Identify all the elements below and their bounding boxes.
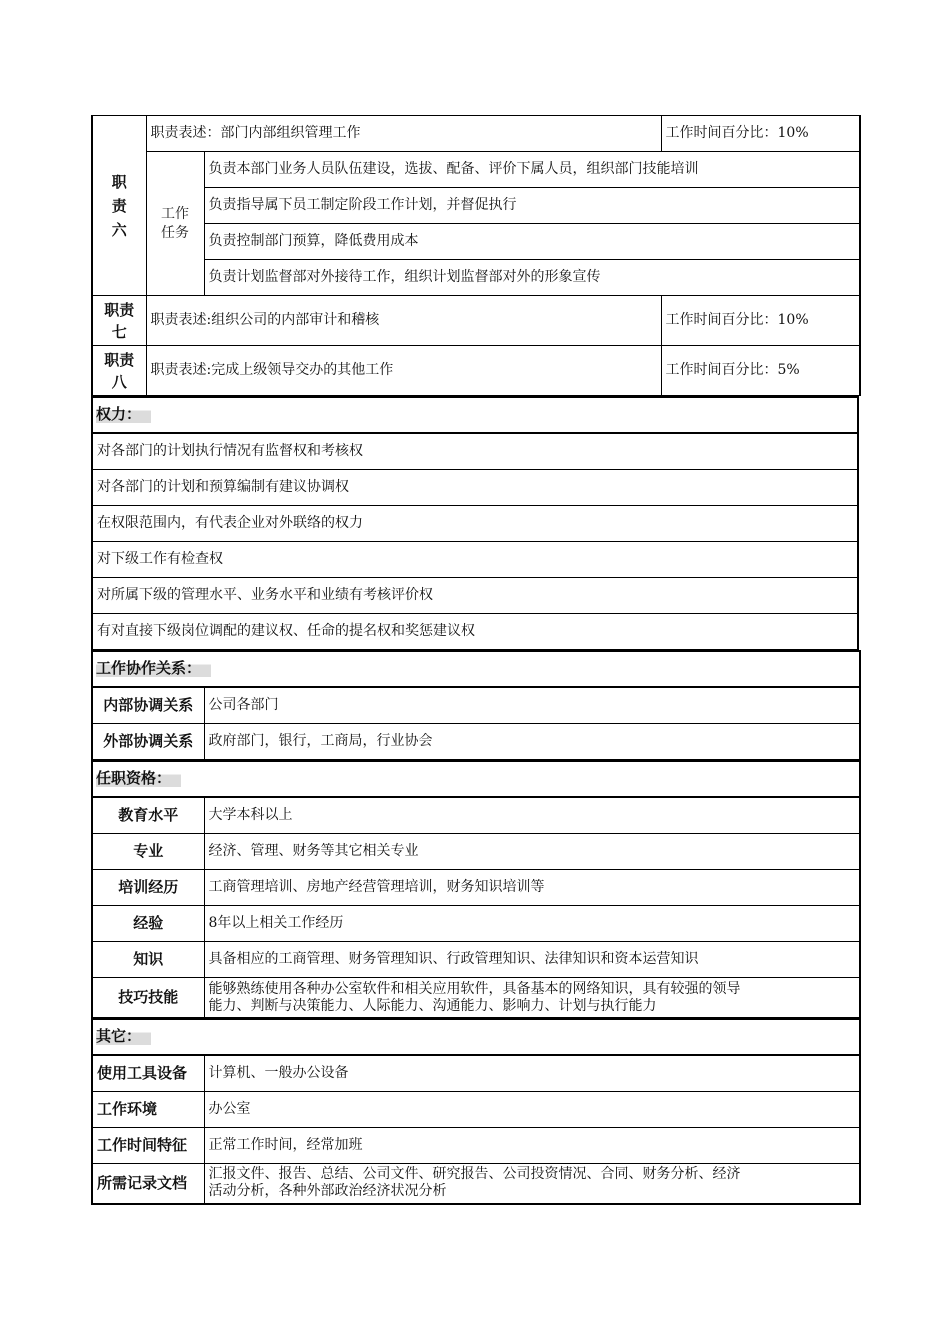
- power-item: 对所属下级的管理水平、业务水平和业绩有考核评价权: [92, 578, 858, 614]
- tools-label: 使用工具设备: [92, 1055, 204, 1092]
- duty-7-label: 职责 七: [92, 296, 146, 346]
- job-description-document: [91, 115, 859, 1205]
- other-section-header: [92, 1019, 860, 1055]
- environment-value: 办公室: [204, 1092, 860, 1128]
- duty-8-description: 职责表述:完成上级领导交办的其他工作: [146, 346, 661, 396]
- duty-6-label: 职 责 六: [92, 116, 146, 296]
- documents-value: 汇报文件、报告、总结、公司文件、研究报告、公司投资情况、合同、财务分析、经济 活动分析，各种外部政治经济状况分析: [204, 1164, 860, 1204]
- training-value: 工商管理培训、房地产经营管理培训，财务知识培训等: [204, 870, 860, 906]
- other-title: 其它：: [96, 1027, 151, 1045]
- duty-6-task-2: 负责指导属下员工制定阶段工作计划，并督促执行: [204, 188, 860, 224]
- duty-6-task-3: 负责控制部门预算，降低费用成本: [204, 224, 860, 260]
- qualification-title: 任职资格：: [96, 769, 181, 787]
- duty-6-task-label: 工作 任务: [146, 152, 204, 296]
- power-item: 有对直接下级岗位调配的建议权、任命的提名权和奖惩建议权: [92, 614, 858, 650]
- power-item: 对各部门的计划执行情况有监督权和考核权: [92, 433, 858, 470]
- education-value: 大学本科以上: [204, 797, 860, 834]
- training-label: 培训经历: [92, 870, 204, 906]
- environment-label: 工作环境: [92, 1092, 204, 1128]
- skills-value: 能够熟练使用各种办公室软件和相关应用软件，具备基本的网络知识，具有较强的领导 能力、判断与决策能力、人际能力、沟通能力、影响力、计划与执行能力: [204, 978, 860, 1018]
- qualification-section-header: [92, 761, 860, 797]
- cooperation-table: [91, 650, 861, 760]
- experience-value: 8年以上相关工作经历: [204, 906, 860, 942]
- cooperation-title: 工作协作关系：: [96, 659, 211, 677]
- external-coordination-label: 外部协调关系: [92, 724, 204, 760]
- duty-6-task-4: 负责计划监督部对外接待工作，组织计划监督部对外的形象宣传: [204, 260, 860, 296]
- skills-label: 技巧技能: [92, 978, 204, 1018]
- power-item: 对下级工作有检查权: [92, 542, 858, 578]
- duty-7-description: 职责表述:组织公司的内部审计和稽核: [146, 296, 661, 346]
- qualification-table: [91, 760, 861, 1018]
- experience-label: 经验: [92, 906, 204, 942]
- cooperation-section-header: [92, 651, 860, 687]
- duties-table: [91, 115, 861, 396]
- duty-8-label: 职责 八: [92, 346, 146, 396]
- external-coordination-value: 政府部门，银行，工商局，行业协会: [204, 724, 860, 760]
- other-table: [91, 1018, 861, 1205]
- education-label: 教育水平: [92, 797, 204, 834]
- power-section-header: [92, 397, 858, 433]
- duty-6-description: 职责表述：部门内部组织管理工作: [146, 116, 661, 152]
- duty-7-time-percent: 工作时间百分比：10%: [661, 296, 860, 346]
- duty-6-task-1: 负责本部门业务人员队伍建设，选拔、配备、评价下属人员，组织部门技能培训: [204, 152, 860, 188]
- working-hours-label: 工作时间特征: [92, 1128, 204, 1164]
- duty-8-time-percent: 工作时间百分比：5%: [661, 346, 860, 396]
- working-hours-value: 正常工作时间，经常加班: [204, 1128, 860, 1164]
- major-label: 专业: [92, 834, 204, 870]
- power-title: 权力：: [96, 405, 151, 423]
- tools-value: 计算机、一般办公设备: [204, 1055, 860, 1092]
- power-item: 对各部门的计划和预算编制有建议协调权: [92, 470, 858, 506]
- knowledge-label: 知识: [92, 942, 204, 978]
- power-item: 在权限范围内，有代表企业对外联络的权力: [92, 506, 858, 542]
- knowledge-value: 具备相应的工商管理、财务管理知识、行政管理知识、法律知识和资本运营知识: [204, 942, 860, 978]
- duty-6-time-percent: 工作时间百分比：10%: [661, 116, 860, 152]
- power-table: [91, 396, 859, 650]
- documents-label: 所需记录文档: [92, 1164, 204, 1204]
- internal-coordination-label: 内部协调关系: [92, 687, 204, 724]
- internal-coordination-value: 公司各部门: [204, 687, 860, 724]
- major-value: 经济、管理、财务等其它相关专业: [204, 834, 860, 870]
